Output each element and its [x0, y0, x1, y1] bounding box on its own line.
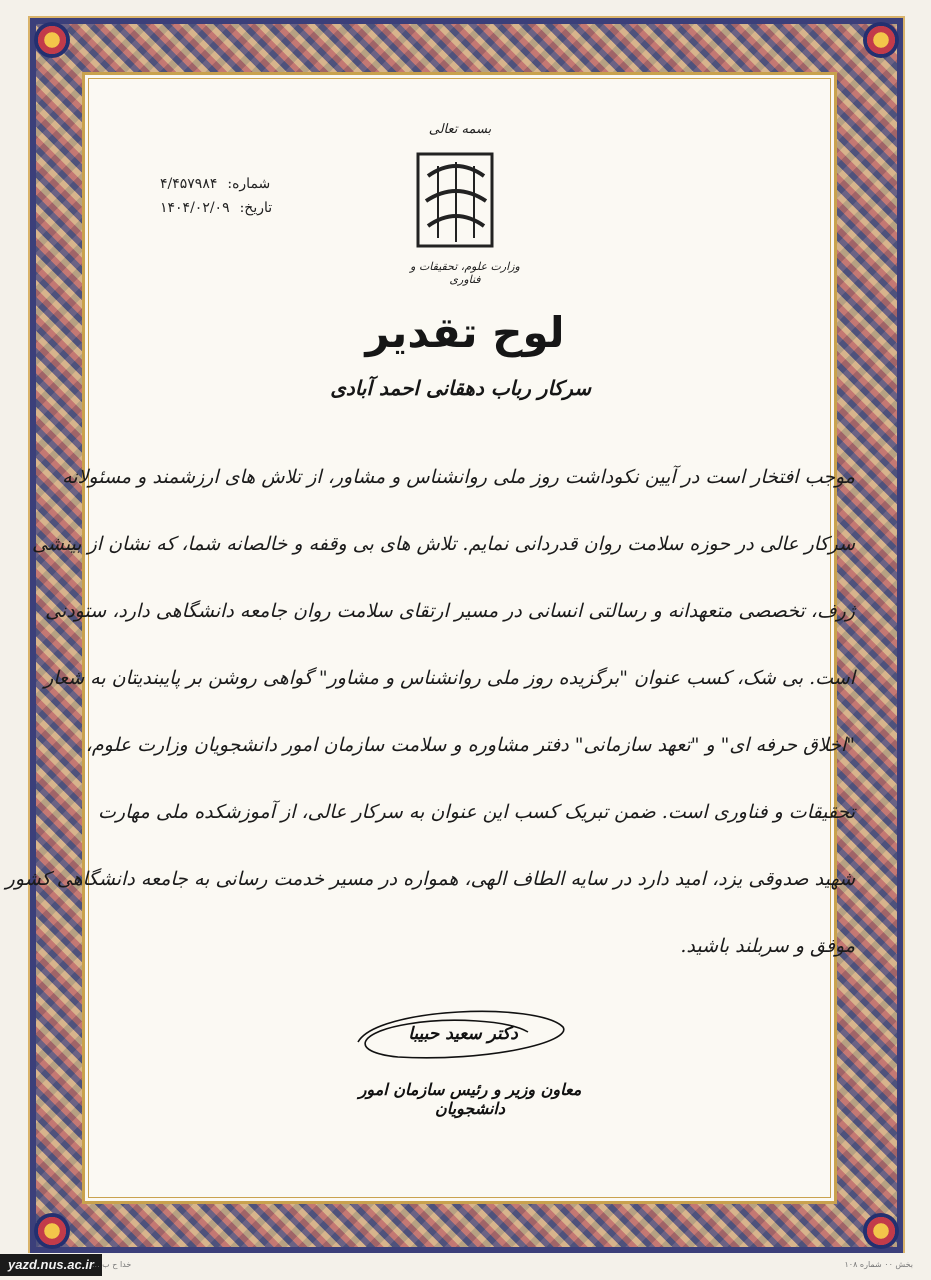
corner-ornament	[863, 1213, 899, 1249]
number-value: ۴/۴۵۷۹۸۴	[160, 176, 218, 192]
body-line: ژرف، تخصصی متعهدانه و رسالتی انسانی در مسیر ارتقای سلامت روان جامعه دانشگاهی دارد، ستودنی	[45, 600, 855, 622]
certificate-body	[5, 444, 855, 980]
letter-date	[160, 200, 272, 216]
site-watermark: yazd.nus.ac.ir	[0, 1254, 102, 1276]
body-line: شهید صدوقی یزد، امید دارد در سایه الطاف الهی، همواره در مسیر خدمت رسانی به جامعه دانشگاهی کشور	[5, 868, 855, 890]
number-label: شماره:	[227, 176, 271, 192]
corner-ornament	[863, 22, 899, 58]
bismillah: بسمه تعالی	[428, 122, 492, 137]
body-line: تحقیقات و فناوری است. ضمن تبریک کسب این عنوان به سرکار عالی، از آموزشکده ملی مهارت	[98, 801, 855, 823]
corner-ornament	[34, 22, 70, 58]
body-line: سرکار عالی در حوزه سلامت روان قدردانی نمایم. تلاش های بی وقفه و خالصانه شما، که نشان از بینشی	[32, 533, 855, 555]
corner-ornament	[34, 1213, 70, 1249]
organization-logo	[408, 146, 504, 258]
date-label: تاریخ:	[239, 200, 273, 216]
recipient-name: سرکار رباب دهقانی احمد آبادی	[330, 376, 591, 400]
footer-strip	[0, 1253, 931, 1280]
footer-note-right: بخش ۰۰ شماره ۱۰۸	[844, 1260, 913, 1269]
body-line: موفق و سربلند باشید.	[680, 935, 855, 957]
letter-number	[160, 176, 270, 192]
certificate-title: لوح تقدیر	[365, 308, 565, 357]
body-line: "اخلاق حرفه ای" و "تعهد سازمانی" دفتر مشاوره و سلامت سازمان امور دانشجویان وزارت علوم،	[85, 734, 855, 756]
body-line: است. بی شک، کسب عنوان "برگزیده روز ملی روانشناس و مشاور" گواهی روشن بر پایبندیتان به شعار	[44, 667, 855, 689]
footer-note-left: خدا ح ب ...	[92, 1260, 132, 1269]
date-value: ۱۴۰۴/۰۲/۰۹	[160, 200, 230, 216]
signatory-title: معاون وزیر و رئیس سازمان امور دانشجویان	[358, 1080, 582, 1118]
ministry-name: وزارت علوم، تحقیقات و فناوری	[410, 260, 520, 286]
body-line: موجب افتخار است در آیین نکوداشت روز ملی روانشناس و مشاور، از تلاش های ارزشمند و مسئولانه	[62, 466, 855, 488]
signatory-name: دکتر سعید حبیبا	[408, 1024, 518, 1044]
